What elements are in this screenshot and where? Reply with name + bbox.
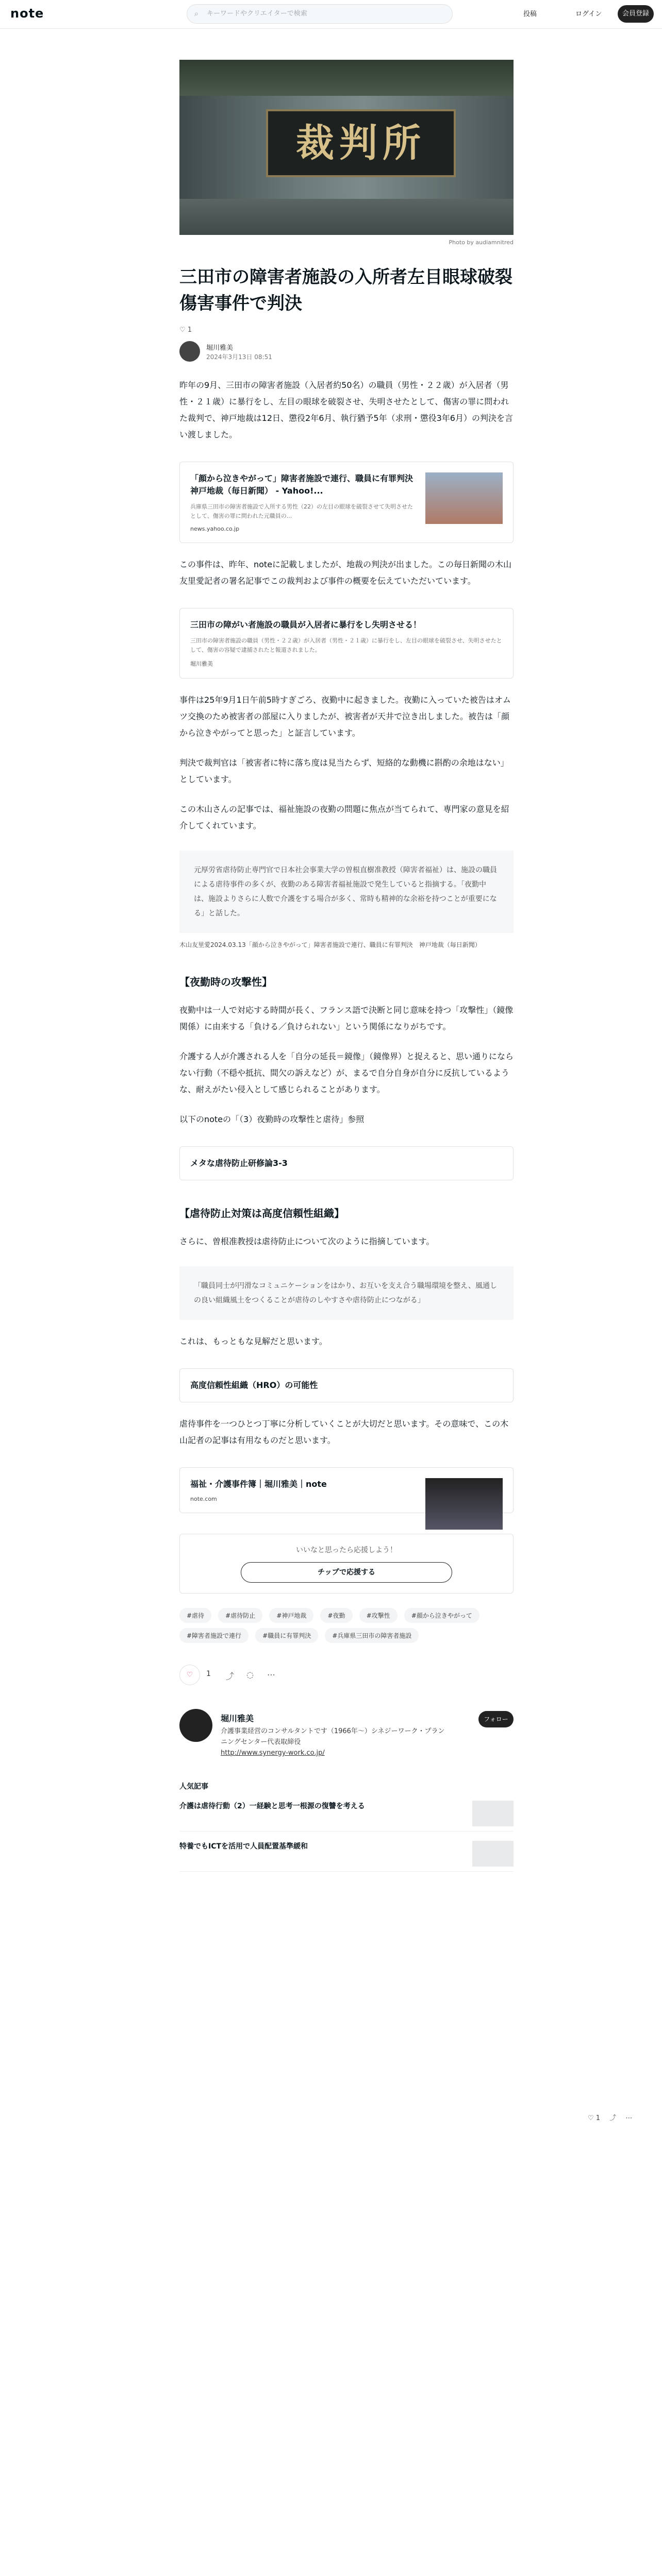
- court-sign-text: 裁判所: [296, 121, 426, 165]
- profile-bio: 介護事業経営のコンサルタントです（1966年～）シネジーワーク・プランニングセンター代表取締役: [221, 1727, 445, 1747]
- paragraph: 以下のnoteの「（3）夜勤時の攻撃性と虐待」参照: [179, 1114, 365, 1125]
- paragraph: これは、もっともな見解だと思います。: [179, 1336, 327, 1347]
- article-body: [179, 377, 514, 1513]
- search-icon: ⌕: [194, 10, 198, 18]
- author-avatar[interactable]: [179, 341, 200, 362]
- tag[interactable]: #夜勤: [320, 1608, 352, 1623]
- paragraph: 夜勤中は一人で対応する時間が長く、フランス語で決断と同じ意味を持つ「攻撃性」（鏡像関係）に由来する「負ける／負けられない」という関係になりがちです。: [179, 1005, 514, 1032]
- popular-articles: [179, 1781, 514, 1872]
- paragraph: 事件は25年9月1日午前5時すぎごろ、夜勤中に起きました。夜勤に入っていた被告はオムツ交換のため被害者の部屋に入りましたが、被害者が天井で泣き出しました。被告は「顔から泣きやがってと思った」と証言しています。: [179, 695, 511, 738]
- search-input[interactable]: [187, 4, 453, 24]
- heart-icon[interactable]: ♡: [179, 326, 186, 334]
- hero-ground: [179, 199, 514, 235]
- paragraph: 虐待事件を一つひとつ丁寧に分析していくことが大切だと思います。その意味で、この木山記者の記事は有用なものだと思います。: [179, 1419, 509, 1446]
- tag[interactable]: #神戸地裁: [269, 1608, 313, 1623]
- embed-card[interactable]: [179, 1467, 514, 1513]
- embed-url: note.com: [190, 1496, 217, 1503]
- paragraph: 判決で裁判官は「被害者に特に落ち度は見当たらず、短絡的な動機に斟酌の余地はない」としています。: [179, 758, 509, 785]
- floating-side-actions: [588, 2112, 632, 2122]
- photo-credit[interactable]: Photo by audiamnitred: [449, 239, 514, 246]
- signup-button[interactable]: 会員登録: [618, 5, 654, 23]
- comment-icon[interactable]: ◌: [246, 1670, 254, 1680]
- paragraph: 介護する人が介護される人を「自分の延長＝鏡像」（鏡像界）と捉えると、思い通りにならない行動（不穏や抵抗、間欠の訴えなど）が、まるで自分自身が自分に反抗しているような、耐えがたい侵入として感じられることがあります。: [179, 1052, 514, 1095]
- like-count: 1: [206, 1670, 211, 1679]
- quote-source: 木山友里愛2024.03.13「顔から泣きやがって」障害者施設で連行、職員に有罪判決 神戸地裁（毎日新聞）: [179, 941, 481, 949]
- court-sign: [266, 109, 456, 177]
- hero-trees: [179, 60, 514, 96]
- tag[interactable]: #職員に有罪判決: [255, 1628, 318, 1643]
- author-profile: [179, 1709, 514, 1760]
- paragraph: この事件は、昨年、noteに記載しましたが、地裁の判決が出ました。この毎日新聞の木山友里愛記者の署名記事でこの裁判および事件の概要を伝えていただいています。: [179, 560, 512, 586]
- tag[interactable]: #顔から泣きやがって: [404, 1608, 479, 1623]
- profile-avatar[interactable]: [179, 1709, 212, 1742]
- blockquote: [179, 851, 514, 933]
- embed-title: 高度信頼性組織（HRO）の可能性: [190, 1380, 318, 1391]
- tip-button[interactable]: チップで応援する: [241, 1562, 452, 1583]
- embed-title: 福祉・介護事件簿｜堀川雅美｜note: [190, 1479, 327, 1489]
- paragraph: この木山さんの記事では、福祉施設の夜勤の問題に焦点が当てられて、専門家の意見を紹介してくれています。: [179, 804, 509, 831]
- popular-item-thumbnail: [472, 1801, 514, 1826]
- section-heading: 【夜勤時の攻撃性】: [179, 976, 272, 989]
- blockquote: [179, 1266, 514, 1320]
- embed-thumbnail: [425, 472, 503, 524]
- more-icon[interactable]: ⋯: [267, 1670, 275, 1680]
- search-placeholder: キーワードやクリエイターで検索: [207, 10, 307, 18]
- share-icon[interactable]: ⤴: [226, 1671, 235, 1682]
- article-title: 三田市の障害者施設の入所者左目眼球破裂傷害事件で判決: [179, 267, 512, 314]
- side-like-count: 1: [595, 2114, 601, 2122]
- paragraph: さらに、曽根准教授は虐待防止について次のように指摘しています。: [179, 1236, 435, 1247]
- support-box: [179, 1534, 514, 1594]
- article-date: 2024年3月13日 08:51: [206, 353, 272, 361]
- list-item[interactable]: [179, 1801, 514, 1832]
- embed-card[interactable]: [179, 1368, 514, 1402]
- embed-thumbnail: [425, 1478, 503, 1530]
- action-bar: [179, 1665, 514, 1685]
- embed-url: news.yahoo.co.jp: [190, 526, 240, 533]
- login-link[interactable]: ログイン: [575, 10, 602, 18]
- embed-card[interactable]: [179, 462, 514, 543]
- popular-heading: 人気記事: [179, 1783, 208, 1791]
- support-lead: いいなと思ったら応援しよう！: [296, 1546, 397, 1555]
- like-count: 1: [187, 326, 192, 334]
- profile-name[interactable]: 堀川雅美: [221, 1714, 254, 1724]
- hero-image: [179, 60, 514, 235]
- tag[interactable]: #虐待: [179, 1608, 211, 1623]
- heart-icon: ♡: [186, 1671, 193, 1680]
- list-item[interactable]: [179, 1841, 514, 1872]
- embed-title: 三田市の障がい者施設の職員が入居者に暴行をし失明させる！: [190, 620, 422, 630]
- popular-item-title: 特養でもICTを活用で人員配置基準緩和: [179, 1842, 308, 1851]
- top-header: [0, 0, 662, 29]
- share-icon[interactable]: ⤴: [609, 2114, 617, 2122]
- embed-title: 「顔から泣きやがって」障害者施設で連行、職員に有罪判決 神戸地裁（毎日新聞） - Yahoo!...: [190, 473, 422, 496]
- tag[interactable]: #虐待防止: [218, 1608, 262, 1623]
- embed-desc: 兵庫県三田市の障害者施設で入所する男性（22）の左目の眼球を破裂させて失明させたとして、傷害の罪に問われた元職員の...: [190, 503, 413, 519]
- like-button[interactable]: [179, 1665, 200, 1685]
- quote-text: 元厚労省虐待防止専門官で日本社会事業大学の曽根直樹准教授（障害者福祉）は、施設の職員による虐待事件の多くが、夜勤のある障害者福祉施設で発生していると指摘する。「夜勤中は、施設よりさらに人数で介護をする場合が多く、常時も精神的な余裕を持つことが重要になる」と話した。: [194, 866, 497, 918]
- author-row: [179, 341, 514, 364]
- follow-button[interactable]: フォロー: [478, 1711, 514, 1727]
- tag[interactable]: #攻撃性: [359, 1608, 398, 1623]
- like-summary: [179, 326, 514, 334]
- article: [179, 60, 514, 1872]
- heart-icon[interactable]: ♡: [588, 2114, 594, 2122]
- profile-desc: [221, 1726, 448, 1758]
- post-button[interactable]: 投稿: [523, 10, 537, 18]
- more-icon[interactable]: ⋯: [625, 2114, 633, 2122]
- tag-list: [179, 1608, 514, 1648]
- embed-author: 堀川雅美: [190, 660, 213, 668]
- embed-desc: 三田市の障害者施設の職員（男性・２２歳）が入居者（男性・２１歳）に暴行をし、左目の眼球を破裂させ、失明させたとして、傷害の容疑で逮捕されたと報道されました。: [190, 637, 502, 653]
- embed-title: メタな虐待防止研修論3-3: [190, 1158, 288, 1168]
- embed-card[interactable]: [179, 1146, 514, 1180]
- section-heading: 【虐待防止対策は高度信頼性組織】: [179, 1207, 344, 1220]
- tag[interactable]: #兵庫県三田市の障害者施設: [325, 1628, 419, 1643]
- note-logo[interactable]: note: [10, 6, 44, 21]
- popular-item-thumbnail: [472, 1841, 514, 1867]
- embed-card[interactable]: [179, 608, 514, 679]
- tag[interactable]: #障害者施設で連行: [179, 1628, 249, 1643]
- paragraph: 昨年の9月、三田市の障害者施設（入居者約50名）の職員（男性・２２歳）が入居者（男性・２１歳）に暴行をし、左目の眼球を破裂させ、失明させたとして、傷害の罪に問われた裁判で、神戸地裁は12日、懲役2年6月、執行猶予5年（求刑・懲役3年6月）の判決を言い渡しました。: [179, 380, 513, 439]
- popular-item-title: 介護は虐待行動（2）一経験と思考一根源の復讐を考える: [179, 1802, 365, 1811]
- quote-text: 「職員同士が円滑なコミュニケーションをはかり、お互いを支え合う職場環境を整え、風通しの良い組織風土をつくることが虐待のしやすさや虐待防止につながる」: [194, 1282, 497, 1305]
- author-name[interactable]: 堀川雅美: [206, 344, 234, 352]
- profile-url[interactable]: http://www.synergy-work.co.jp/: [221, 1749, 325, 1757]
